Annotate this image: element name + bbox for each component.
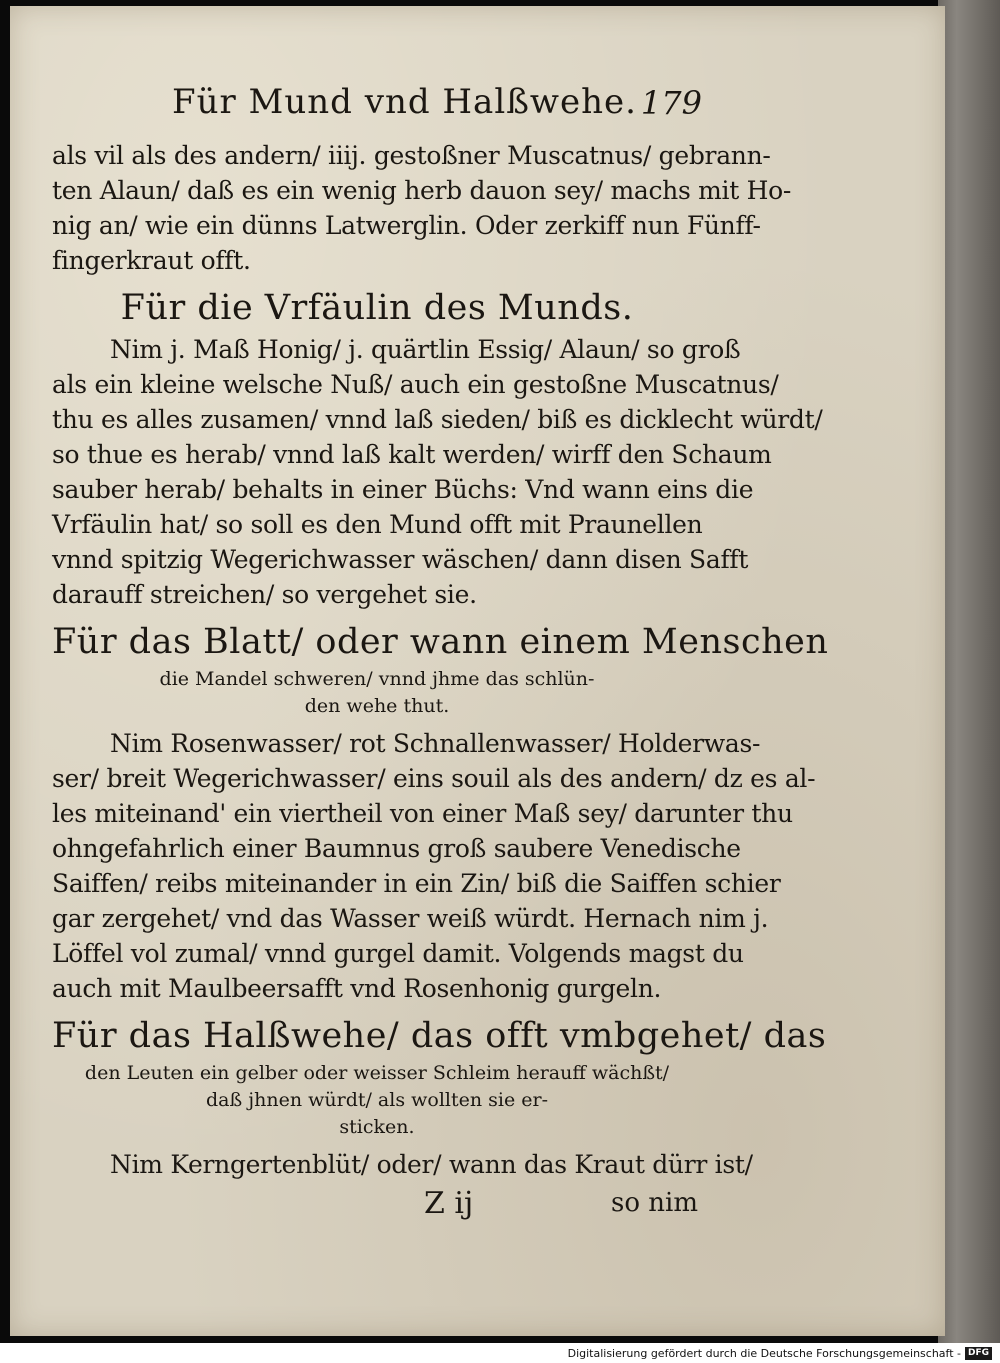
text-line: les miteinand' ein viertheil von einer Maß sey/ darunter thu	[52, 799, 793, 828]
book-spine	[938, 0, 1000, 1343]
text-line: thu es alles zusamen/ vnnd laß sieden/ biß es dicklecht würdt/	[52, 405, 823, 434]
running-title: Für Mund vnd Halßwehe.	[172, 82, 637, 122]
text-line: Nim j. Maß Honig/ j. quärtlin Essig/ Alaun/ so groß	[110, 335, 741, 364]
section-subheading: die Mandel schweren/ vnnd jhme das schlün-	[159, 668, 595, 690]
page-number: 179	[640, 84, 702, 122]
section-paragraph-halswehe	[52, 1147, 753, 1182]
catchword: so nim	[611, 1188, 698, 1218]
page-foot	[52, 1186, 702, 1226]
section-heading-blatt: Für das Blatt/ oder wann einem Menschen	[52, 622, 829, 662]
signature-mark: Z ij	[424, 1186, 474, 1221]
text-line: auch mit Maulbeersafft vnd Rosenhonig gurgeln.	[52, 974, 662, 1003]
footer-text: Digitalisierung gefördert durch die Deutsche Forschungsgemeinschaft -	[567, 1346, 961, 1360]
text-line: als ein kleine welsche Nuß/ auch ein gestoßne Muscatnus/	[52, 370, 779, 399]
page-text-block	[52, 78, 829, 1226]
text-line: Nim Rosenwasser/ rot Schnallenwasser/ Holderwas-	[110, 729, 761, 758]
digitization-footer	[568, 1345, 992, 1361]
section-heading-halswehe: Für das Halßwehe/ das offt vmbgehet/ das	[52, 1016, 827, 1056]
text-line: ten Alaun/ daß es ein wenig herb dauon sey/ machs mit Ho-	[52, 176, 792, 205]
running-head	[52, 78, 702, 138]
section-paragraph-vrfaeulin	[52, 332, 823, 612]
text-line: so thue es herab/ vnnd laß kalt werden/ wirff den Schaum	[52, 440, 772, 469]
text-line: Saiffen/ reibs miteinander in ein Zin/ biß die Saiffen schier	[52, 869, 781, 898]
intro-paragraph	[52, 138, 792, 278]
text-line: Löffel vol zumal/ vnnd gurgel damit. Volgends magst du	[52, 939, 744, 968]
section-subheading: sticken.	[339, 1116, 415, 1138]
section-subheading: den wehe thut.	[304, 695, 450, 717]
text-line: gar zergehet/ vnd das Wasser weiß würdt. Hernach nim j.	[52, 904, 769, 933]
dfg-logo: DFG	[965, 1347, 992, 1360]
section-heading-vrfaeulin: Für die Vrfäulin des Munds.	[120, 288, 634, 328]
text-line: vnnd spitzig Wegerichwasser wäschen/ dann disen Safft	[52, 545, 749, 574]
text-line: als vil als des andern/ iiij. gestoßner Muscatnus/ gebrann-	[52, 141, 771, 170]
text-line: Nim Kerngertenblüt/ oder/ wann das Kraut dürr ist/	[110, 1150, 753, 1179]
text-line: darauff streichen/ so vergehet sie.	[52, 580, 477, 609]
section-subheading: den Leuten ein gelber oder weisser Schleim herauff wächßt/	[84, 1062, 670, 1084]
text-line: sauber herab/ behalts in einer Büchs: Vnd wann eins die	[52, 475, 754, 504]
section-paragraph-blatt	[52, 726, 816, 1006]
section-subheading: daß jhnen würdt/ als wollten sie er-	[206, 1089, 548, 1111]
text-line: ohngefahrlich einer Baumnus groß saubere Venedische	[52, 834, 741, 863]
text-line: nig an/ wie ein dünns Latwerglin. Oder zerkiff nun Fünff-	[52, 211, 761, 240]
text-line: ser/ breit Wegerichwasser/ eins souil als des andern/ dz es al-	[52, 764, 816, 793]
text-line: fingerkraut offt.	[52, 246, 251, 275]
text-line: Vrfäulin hat/ so soll es den Mund offt mit Praunellen	[52, 510, 703, 539]
